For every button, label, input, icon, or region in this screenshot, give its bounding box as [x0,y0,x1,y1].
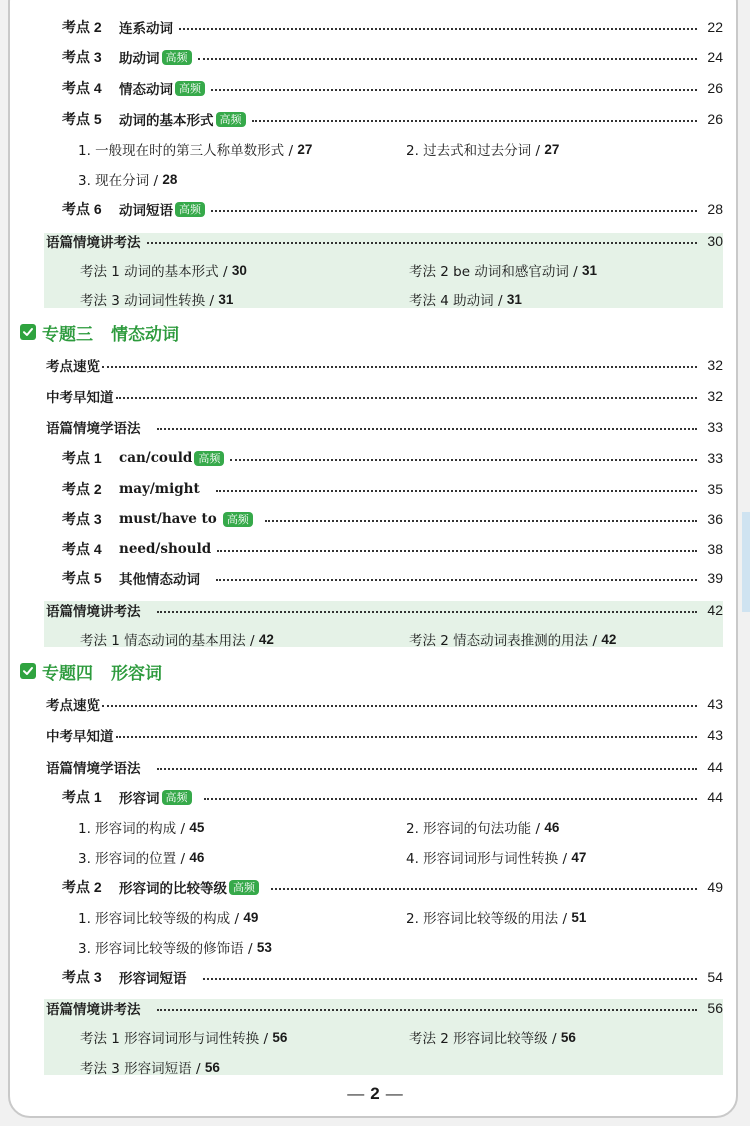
sub-entry-page: 27 [544,141,560,157]
kaofa-page: 31 [581,262,598,278]
entry-page: 28 [707,201,723,217]
dot-leader [116,397,698,399]
dot-leader [204,798,698,800]
entry-label: 连系动词 [119,21,173,37]
sub-entry-page: 51 [571,909,587,925]
topic-number: 专题四 [42,663,93,684]
kaofa-label: 考法 1 形容词词形与词性转换 / [80,1031,269,1047]
entry-page: 49 [707,879,723,895]
dot-leader [203,978,698,980]
entry-label: 形容词的比较等级 [119,881,227,897]
toc-entry-kaodian-2[interactable] [62,872,723,902]
kaofa-entry[interactable] [80,1052,220,1082]
kaofa-entry[interactable] [409,1022,576,1052]
sub-entry-label: 3. 形容词比较等级的修饰语 / [78,941,253,957]
entry-number: 考点 2 [62,481,102,497]
kaofa-page: 31 [218,291,234,307]
entry-label: 语篇情境讲考法 [46,1002,141,1018]
entry-label: 动词短语 [119,203,173,219]
high-frequency-badge: 高频 [175,202,205,217]
toc-entry-kaodian-2[interactable] [62,474,723,504]
kaofa-label: 考法 1 动词的基本形式 / [80,264,228,280]
topic-title: 情态动词 [111,324,179,345]
dot-leader [157,428,698,430]
entry-label: 语篇情境学语法 [46,761,141,777]
sub-entry[interactable] [78,812,204,842]
toc-entry-kaodian-2[interactable] [62,12,723,42]
entry-number: 考点 4 [62,541,102,557]
sub-entry-label: 1. 形容词的构成 / [78,821,186,837]
kaofa-label: 考法 3 动词词性转换 / [80,293,215,309]
kaofa-label: 考法 4 助动词 / [409,293,503,309]
sub-entry[interactable] [78,902,258,932]
entry-number: 考点 2 [62,879,102,895]
high-frequency-badge: 高频 [223,512,253,527]
sub-entry-page: 46 [189,849,205,865]
entry-page: 36 [707,511,723,527]
dot-leader [157,768,698,770]
toc-entry-kaodian-4[interactable] [62,73,723,103]
sub-entry-page: 28 [162,171,178,187]
page-number-dash-left: — [347,1084,365,1103]
entry-number: 考点 2 [62,19,102,35]
entry-number: 考点 1 [62,450,102,466]
kaofa-page: 42 [258,631,274,647]
kaofa-label: 考法 2 情态动词表推测的用法 / [409,633,598,649]
entry-page: 33 [707,450,723,466]
page-number-dash-right: — [385,1084,403,1103]
entry-page: 44 [707,759,723,775]
topic-heading-4[interactable] [20,656,162,686]
sub-entry-label: 1. 一般现在时的第三人称单数形式 / [78,143,294,159]
high-frequency-badge: 高频 [162,50,192,65]
entry-page: 32 [707,388,723,404]
entry-label: 其他情态动词 [119,572,200,588]
toc-entry-kaodian-5[interactable] [62,563,723,593]
sub-entry[interactable] [406,842,586,872]
entry-page: 33 [707,419,723,435]
entry-number: 考点 3 [62,969,102,985]
high-frequency-badge: 高频 [229,880,259,895]
toc-entry-zhidao[interactable] [46,720,723,750]
entry-label: must/have to [119,511,217,527]
entry-page: 44 [707,789,723,805]
dot-leader [271,888,697,890]
entry-label: 考点速览 [46,698,100,714]
kaofa-label: 考法 3 形容词短语 / [80,1061,201,1077]
entry-number: 考点 3 [62,511,102,527]
sub-entry-page: 45 [189,819,205,835]
entry-page: 26 [707,111,723,127]
entry-number: 考点 3 [62,49,102,65]
topic-title: 形容词 [111,663,162,684]
sub-entry[interactable] [78,842,204,872]
sub-entry-page: 27 [297,141,313,157]
dot-leader [147,242,698,244]
page-number [0,1084,750,1104]
toc-entry-jiangkaofa[interactable] [46,226,723,256]
entry-page: 26 [707,80,723,96]
toc-entry-kaodian-4[interactable] [62,534,723,564]
toc-entry-kaodian-1[interactable] [62,443,723,473]
dot-leader [252,120,698,122]
entry-page: 22 [707,19,723,35]
high-frequency-badge: 高频 [175,81,205,96]
entry-label: 中考早知道 [46,390,114,406]
checkbox-icon [20,663,36,679]
entry-number: 考点 4 [62,80,102,96]
kaofa-label: 考法 2 形容词比较等级 / [409,1031,557,1047]
toc-entry-kaodian-3[interactable] [62,42,723,72]
sub-entry-label: 3. 现在分词 / [78,173,159,189]
entry-label: 情态动词 [119,82,173,98]
toc-entry-kaodian-1[interactable] [62,782,723,812]
kaofa-entry[interactable] [409,255,597,285]
kaofa-page: 56 [560,1029,576,1045]
sub-entry-label: 2. 形容词的句法功能 / [406,821,541,837]
high-frequency-badge: 高频 [162,790,192,805]
kaofa-entry[interactable] [80,255,247,285]
topic-heading-3[interactable] [20,317,179,347]
kaofa-label: 考法 1 情态动词的基本用法 / [80,633,255,649]
side-tab [742,512,750,612]
sub-entry-page: 46 [544,819,560,835]
sub-entry[interactable] [406,812,559,842]
sub-entry-page: 47 [571,849,587,865]
toc-entry-xueyufa[interactable] [46,752,723,782]
sub-entry-page: 53 [256,939,272,955]
checkbox-icon [20,324,36,340]
toc-entry-sulan[interactable] [46,689,723,719]
dot-leader [211,210,697,212]
high-frequency-badge: 高频 [194,451,224,466]
topic-number: 专题三 [42,324,93,345]
sub-entry[interactable] [78,134,312,164]
sub-entry-label: 1. 形容词比较等级的构成 / [78,911,240,927]
sub-entry-label: 4. 形容词词形与词性转换 / [406,851,568,867]
kaofa-page: 42 [601,631,617,647]
sub-entry[interactable] [78,932,272,962]
entry-label: 中考早知道 [46,729,114,745]
entry-label: 语篇情境学语法 [46,421,141,437]
dot-leader [230,459,697,461]
entry-page: 38 [707,541,723,557]
entry-label: may/might [119,481,200,497]
dot-leader [116,736,698,738]
entry-label: need/should [119,541,212,557]
entry-page: 56 [707,1000,723,1016]
dot-leader [265,520,698,522]
entry-label: 动词的基本形式 [119,113,214,129]
sub-entry-label: 3. 形容词的位置 / [78,851,186,867]
dot-leader [179,28,697,30]
entry-number: 考点 1 [62,789,102,805]
kaofa-entry[interactable] [409,624,616,654]
toc-entry-kaodian-6[interactable] [62,194,723,224]
toc-entry-xueyufa[interactable] [46,412,723,442]
dot-leader [216,579,697,581]
dot-leader [157,611,698,613]
entry-page: 54 [707,969,723,985]
entry-page: 43 [707,727,723,743]
entry-page: 24 [707,49,723,65]
toc-entry-sulan[interactable] [46,350,723,380]
entry-number: 考点 5 [62,570,102,586]
toc-entry-kaodian-3[interactable] [62,962,723,992]
kaofa-entry[interactable] [80,624,274,654]
toc-entry-kaodian-3[interactable] [62,504,723,534]
entry-page: 30 [707,233,723,249]
page-number-value: 2 [370,1084,380,1103]
dot-leader [157,1009,698,1011]
entry-label: 语篇情境讲考法 [46,235,141,251]
entry-label: 考点速览 [46,359,100,375]
kaofa-page: 56 [272,1029,288,1045]
sub-entry[interactable] [406,134,559,164]
entry-label: 助动词 [119,51,160,67]
entry-number: 考点 5 [62,111,102,127]
kaofa-entry[interactable] [80,1022,287,1052]
sub-entry-page: 49 [243,909,259,925]
toc-entry-kaodian-5[interactable] [62,104,723,134]
dot-leader [198,58,698,60]
sub-entry-label: 2. 形容词比较等级的用法 / [406,911,568,927]
dot-leader [102,366,697,368]
entry-label: 形容词短语 [119,971,187,987]
kaofa-page: 56 [204,1059,220,1075]
toc-entry-jiangkaofa[interactable] [46,595,723,625]
sub-entry[interactable] [406,902,586,932]
kaofa-label: 考法 2 be 动词和感官动词 / [409,264,578,280]
entry-number: 考点 6 [62,201,102,217]
entry-page: 39 [707,570,723,586]
toc-entry-jiangkaofa[interactable] [46,993,723,1023]
high-frequency-badge: 高频 [216,112,246,127]
entry-page: 43 [707,696,723,712]
entry-page: 35 [707,481,723,497]
kaofa-entry[interactable] [80,284,233,314]
entry-label: 形容词 [119,791,160,807]
entry-label: can/could [119,450,193,466]
kaofa-page: 30 [231,262,247,278]
toc-entry-zhidao[interactable] [46,381,723,411]
dot-leader [216,490,698,492]
sub-entry[interactable] [78,164,177,194]
entry-page: 42 [707,602,723,618]
entry-label: 语篇情境讲考法 [46,604,141,620]
dot-leader [211,89,697,91]
kaofa-entry[interactable] [409,284,522,314]
kaofa-page: 31 [506,291,522,307]
dot-leader [102,705,697,707]
dot-leader [217,550,697,552]
sub-entry-label: 2. 过去式和过去分词 / [406,143,541,159]
entry-page: 32 [707,357,723,373]
